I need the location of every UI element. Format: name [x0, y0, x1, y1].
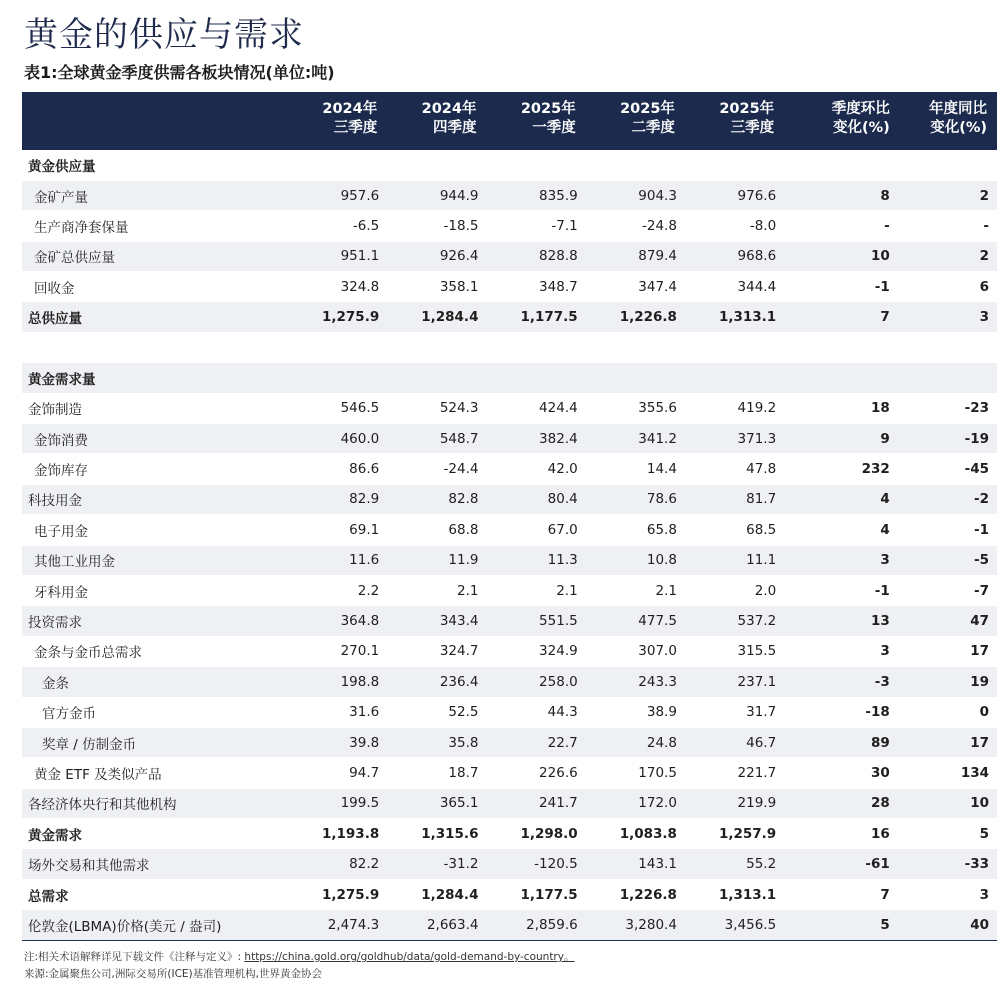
row-label: [22, 332, 288, 362]
row-label: 生产商净套保量: [22, 211, 288, 241]
yoy-change-cell: 134: [900, 758, 997, 788]
value-cell: 11.6: [288, 545, 387, 575]
value-cell: 1,226.8: [586, 302, 685, 332]
value-cell: [586, 150, 685, 180]
yoy-change-cell: -33: [900, 849, 997, 879]
value-cell: [486, 150, 585, 180]
yoy-change-cell: 3: [900, 302, 997, 332]
row-label: 牙科用金: [22, 575, 288, 605]
value-cell: 1,083.8: [586, 819, 685, 849]
value-cell: 419.2: [685, 393, 784, 423]
value-cell: 14.4: [586, 454, 685, 484]
value-cell: [387, 150, 486, 180]
table-row: [22, 393, 997, 423]
qoq-change-cell: [784, 363, 900, 393]
value-cell: [685, 332, 784, 362]
qoq-change-cell: 7: [784, 302, 900, 332]
value-cell: 835.9: [486, 180, 585, 210]
column-header: [486, 92, 585, 150]
row-label: 金条: [22, 667, 288, 697]
table-row: [22, 515, 997, 545]
row-label: 总需求: [22, 879, 288, 909]
column-header-line1: 2024年: [322, 101, 378, 117]
qoq-change-cell: 28: [784, 788, 900, 818]
row-label: 黄金需求: [22, 819, 288, 849]
row-label: 官方金币: [22, 697, 288, 727]
qoq-change-cell: 3: [784, 636, 900, 666]
section-header-row: [22, 150, 997, 180]
value-cell: 18.7: [387, 758, 486, 788]
value-cell: [387, 332, 486, 362]
value-cell: 82.2: [288, 849, 387, 879]
yoy-change-cell: 6: [900, 272, 997, 302]
value-cell: 1,315.6: [387, 819, 486, 849]
value-cell: [486, 332, 585, 362]
value-cell: 926.4: [387, 241, 486, 271]
value-cell: [586, 332, 685, 362]
value-cell: 1,177.5: [486, 879, 585, 909]
value-cell: 236.4: [387, 667, 486, 697]
yoy-change-cell: [900, 332, 997, 362]
table-row: [22, 849, 997, 879]
yoy-change-cell: -2: [900, 484, 997, 514]
table-caption: 表1:全球黄金季度供需各板块情况(单位:吨): [24, 63, 335, 82]
row-label: 金条与金币总需求: [22, 636, 288, 666]
source-note: 来源:金属聚焦公司,洲际交易所(ICE)基准管理机构,世界黄金协会: [24, 968, 322, 980]
value-cell: 957.6: [288, 180, 387, 210]
value-cell: 307.0: [586, 636, 685, 666]
qoq-change-cell: 4: [784, 484, 900, 514]
yoy-change-cell: 17: [900, 636, 997, 666]
value-cell: [288, 150, 387, 180]
row-label: 金饰制造: [22, 393, 288, 423]
value-cell: 11.3: [486, 545, 585, 575]
value-cell: 35.8: [387, 727, 486, 757]
table-row: [22, 272, 997, 302]
column-header: [387, 92, 486, 150]
value-cell: -8.0: [685, 211, 784, 241]
value-cell: 3,280.4: [586, 910, 685, 940]
page-title: 黄金的供应与需求: [24, 15, 304, 55]
table-row: [22, 211, 997, 241]
qoq-change-cell: 9: [784, 424, 900, 454]
footnote: [24, 950, 574, 965]
row-label: 电子用金: [22, 515, 288, 545]
row-label: 黄金 ETF 及类似产品: [22, 758, 288, 788]
value-cell: 24.8: [586, 727, 685, 757]
table-row: [22, 241, 997, 271]
value-cell: 241.7: [486, 788, 585, 818]
table-row: [22, 879, 997, 909]
table-body: [22, 150, 997, 940]
value-cell: -18.5: [387, 211, 486, 241]
value-cell: 3,456.5: [685, 910, 784, 940]
qoq-change-cell: 89: [784, 727, 900, 757]
value-cell: 537.2: [685, 606, 784, 636]
value-cell: 258.0: [486, 667, 585, 697]
value-cell: 1,284.4: [387, 879, 486, 909]
qoq-change-cell: 16: [784, 819, 900, 849]
column-header-line2: 二季度: [631, 120, 675, 136]
value-cell: [387, 363, 486, 393]
value-cell: 47.8: [685, 454, 784, 484]
qoq-change-cell: -1: [784, 272, 900, 302]
value-cell: 2.0: [685, 575, 784, 605]
yoy-change-cell: 47: [900, 606, 997, 636]
value-cell: 951.1: [288, 241, 387, 271]
value-cell: 243.3: [586, 667, 685, 697]
column-header: [900, 92, 997, 150]
value-cell: 1,257.9: [685, 819, 784, 849]
qoq-change-cell: 13: [784, 606, 900, 636]
value-cell: 1,226.8: [586, 879, 685, 909]
qoq-change-cell: 18: [784, 393, 900, 423]
value-cell: 343.4: [387, 606, 486, 636]
value-cell: 944.9: [387, 180, 486, 210]
row-label: 场外交易和其他需求: [22, 849, 288, 879]
qoq-change-cell: 8: [784, 180, 900, 210]
value-cell: 68.8: [387, 515, 486, 545]
value-cell: 348.7: [486, 272, 585, 302]
column-header: [586, 92, 685, 150]
column-header-line1: 年度同比: [929, 101, 987, 117]
qoq-change-cell: -61: [784, 849, 900, 879]
column-header-line1: 2025年: [620, 101, 675, 117]
column-header-line2: 三季度: [730, 120, 775, 136]
value-cell: 65.8: [586, 515, 685, 545]
value-cell: 324.9: [486, 636, 585, 666]
value-cell: 315.5: [685, 636, 784, 666]
value-cell: -24.4: [387, 454, 486, 484]
value-cell: 358.1: [387, 272, 486, 302]
value-cell: 172.0: [586, 788, 685, 818]
value-cell: 344.4: [685, 272, 784, 302]
value-cell: -7.1: [486, 211, 585, 241]
qoq-change-cell: 30: [784, 758, 900, 788]
qoq-change-cell: -: [784, 211, 900, 241]
yoy-change-cell: 2: [900, 241, 997, 271]
value-cell: 39.8: [288, 727, 387, 757]
row-label: 伦敦金(LBMA)价格(美元 / 盎司): [22, 910, 288, 940]
value-cell: 968.6: [685, 241, 784, 271]
column-header-line2: 三季度: [333, 120, 378, 136]
qoq-change-cell: -1: [784, 575, 900, 605]
qoq-change-cell: 4: [784, 515, 900, 545]
qoq-change-cell: [784, 150, 900, 180]
table-row: [22, 545, 997, 575]
table-row: [22, 727, 997, 757]
column-header-line2: 一季度: [532, 120, 576, 136]
value-cell: 2.1: [586, 575, 685, 605]
value-cell: 221.7: [685, 758, 784, 788]
table-row: [22, 575, 997, 605]
value-cell: 1,177.5: [486, 302, 585, 332]
value-cell: [288, 332, 387, 362]
value-cell: 2,663.4: [387, 910, 486, 940]
value-cell: 341.2: [586, 424, 685, 454]
value-cell: 477.5: [586, 606, 685, 636]
value-cell: 324.7: [387, 636, 486, 666]
table-row: [22, 697, 997, 727]
value-cell: 55.2: [685, 849, 784, 879]
value-cell: -120.5: [486, 849, 585, 879]
qoq-change-cell: 7: [784, 879, 900, 909]
row-label: 奖章 / 仿制金币: [22, 727, 288, 757]
value-cell: 1,284.4: [387, 302, 486, 332]
yoy-change-cell: 10: [900, 788, 997, 818]
column-header: [784, 92, 900, 150]
column-header: [685, 92, 784, 150]
value-cell: 270.1: [288, 636, 387, 666]
table-row: [22, 180, 997, 210]
yoy-change-cell: -5: [900, 545, 997, 575]
section-header-row: [22, 363, 997, 393]
value-cell: [288, 363, 387, 393]
value-cell: 364.8: [288, 606, 387, 636]
value-cell: 237.1: [685, 667, 784, 697]
yoy-change-cell: 40: [900, 910, 997, 940]
value-cell: 11.1: [685, 545, 784, 575]
table-header-row: [22, 92, 997, 150]
qoq-change-cell: 10: [784, 241, 900, 271]
yoy-change-cell: 3: [900, 879, 997, 909]
table-row: [22, 454, 997, 484]
row-label: 其他工业用金: [22, 545, 288, 575]
value-cell: 219.9: [685, 788, 784, 818]
qoq-change-cell: 5: [784, 910, 900, 940]
value-cell: 198.8: [288, 667, 387, 697]
value-cell: 828.8: [486, 241, 585, 271]
table-row: [22, 484, 997, 514]
value-cell: 904.3: [586, 180, 685, 210]
row-label: 金矿总供应量: [22, 241, 288, 271]
value-cell: 1,313.1: [685, 879, 784, 909]
spacer-row: [22, 332, 997, 362]
yoy-change-cell: [900, 150, 997, 180]
row-label: 金饰消费: [22, 424, 288, 454]
value-cell: 546.5: [288, 393, 387, 423]
value-cell: 68.5: [685, 515, 784, 545]
table-row: [22, 636, 997, 666]
value-cell: 976.6: [685, 180, 784, 210]
value-cell: 94.7: [288, 758, 387, 788]
supply-demand-table: [22, 92, 997, 941]
qoq-change-cell: 3: [784, 545, 900, 575]
value-cell: 46.7: [685, 727, 784, 757]
value-cell: 2.1: [387, 575, 486, 605]
value-cell: 170.5: [586, 758, 685, 788]
value-cell: 551.5: [486, 606, 585, 636]
yoy-change-cell: -19: [900, 424, 997, 454]
row-label: 投资需求: [22, 606, 288, 636]
value-cell: 879.4: [586, 241, 685, 271]
table-row: [22, 758, 997, 788]
value-cell: 81.7: [685, 484, 784, 514]
value-cell: 52.5: [387, 697, 486, 727]
value-cell: [685, 150, 784, 180]
yoy-change-cell: 0: [900, 697, 997, 727]
value-cell: 69.1: [288, 515, 387, 545]
column-header-line1: 2025年: [520, 101, 576, 117]
value-cell: 2,859.6: [486, 910, 585, 940]
column-header-line1: 2025年: [719, 101, 775, 117]
value-cell: [685, 363, 784, 393]
value-cell: 31.7: [685, 697, 784, 727]
value-cell: 524.3: [387, 393, 486, 423]
row-label: 金饰库存: [22, 454, 288, 484]
yoy-change-cell: -: [900, 211, 997, 241]
value-cell: 347.4: [586, 272, 685, 302]
yoy-change-cell: -1: [900, 515, 997, 545]
value-cell: 80.4: [486, 484, 585, 514]
qoq-change-cell: -3: [784, 667, 900, 697]
value-cell: 424.4: [486, 393, 585, 423]
table-row: [22, 819, 997, 849]
value-cell: 226.6: [486, 758, 585, 788]
table-row: [22, 606, 997, 636]
header-label-column: [22, 92, 288, 150]
value-cell: 548.7: [387, 424, 486, 454]
value-cell: 2.1: [486, 575, 585, 605]
yoy-change-cell: -23: [900, 393, 997, 423]
value-cell: 42.0: [486, 454, 585, 484]
value-cell: 365.1: [387, 788, 486, 818]
row-label: 总供应量: [22, 302, 288, 332]
column-header-line2: 变化(%): [832, 120, 890, 136]
row-label: 各经济体央行和其他机构: [22, 788, 288, 818]
table-row: [22, 302, 997, 332]
row-label: 黄金需求量: [22, 363, 288, 393]
column-header-line2: 变化(%): [930, 120, 987, 136]
row-label: 金矿产量: [22, 180, 288, 210]
value-cell: [586, 363, 685, 393]
yoy-change-cell: 19: [900, 667, 997, 697]
table-row: [22, 910, 997, 940]
value-cell: 1,275.9: [288, 302, 387, 332]
table-row: [22, 788, 997, 818]
value-cell: [486, 363, 585, 393]
row-label: 回收金: [22, 272, 288, 302]
value-cell: -6.5: [288, 211, 387, 241]
value-cell: 460.0: [288, 424, 387, 454]
yoy-change-cell: 5: [900, 819, 997, 849]
value-cell: 1,275.9: [288, 879, 387, 909]
footnote-text: 注:相关术语解释详见下载文件《注释与定义》:: [24, 951, 242, 963]
column-header-line2: 四季度: [432, 120, 477, 136]
value-cell: 11.9: [387, 545, 486, 575]
column-header-line1: 2024年: [421, 101, 477, 117]
value-cell: 82.9: [288, 484, 387, 514]
value-cell: -24.8: [586, 211, 685, 241]
value-cell: 1,313.1: [685, 302, 784, 332]
value-cell: 2.2: [288, 575, 387, 605]
value-cell: 31.6: [288, 697, 387, 727]
value-cell: 38.9: [586, 697, 685, 727]
value-cell: 382.4: [486, 424, 585, 454]
yoy-change-cell: [900, 363, 997, 393]
value-cell: 1,193.8: [288, 819, 387, 849]
value-cell: 78.6: [586, 484, 685, 514]
value-cell: 82.8: [387, 484, 486, 514]
value-cell: 2,474.3: [288, 910, 387, 940]
value-cell: 143.1: [586, 849, 685, 879]
value-cell: 44.3: [486, 697, 585, 727]
value-cell: 324.8: [288, 272, 387, 302]
value-cell: 10.8: [586, 545, 685, 575]
row-label: 黄金供应量: [22, 150, 288, 180]
yoy-change-cell: -7: [900, 575, 997, 605]
value-cell: 22.7: [486, 727, 585, 757]
row-label: 科技用金: [22, 484, 288, 514]
yoy-change-cell: 2: [900, 180, 997, 210]
qoq-change-cell: 232: [784, 454, 900, 484]
value-cell: 86.6: [288, 454, 387, 484]
value-cell: 67.0: [486, 515, 585, 545]
value-cell: 199.5: [288, 788, 387, 818]
column-header-line1: 季度环比: [831, 101, 890, 117]
column-header: [288, 92, 387, 150]
value-cell: 1,298.0: [486, 819, 585, 849]
table-row: [22, 667, 997, 697]
yoy-change-cell: 17: [900, 727, 997, 757]
qoq-change-cell: [784, 332, 900, 362]
value-cell: -31.2: [387, 849, 486, 879]
definitions-link[interactable]: https://china.gold.org/goldhub/data/gold-demand-by-country。: [244, 951, 575, 963]
table-row: [22, 424, 997, 454]
value-cell: 371.3: [685, 424, 784, 454]
qoq-change-cell: -18: [784, 697, 900, 727]
value-cell: 355.6: [586, 393, 685, 423]
yoy-change-cell: -45: [900, 454, 997, 484]
